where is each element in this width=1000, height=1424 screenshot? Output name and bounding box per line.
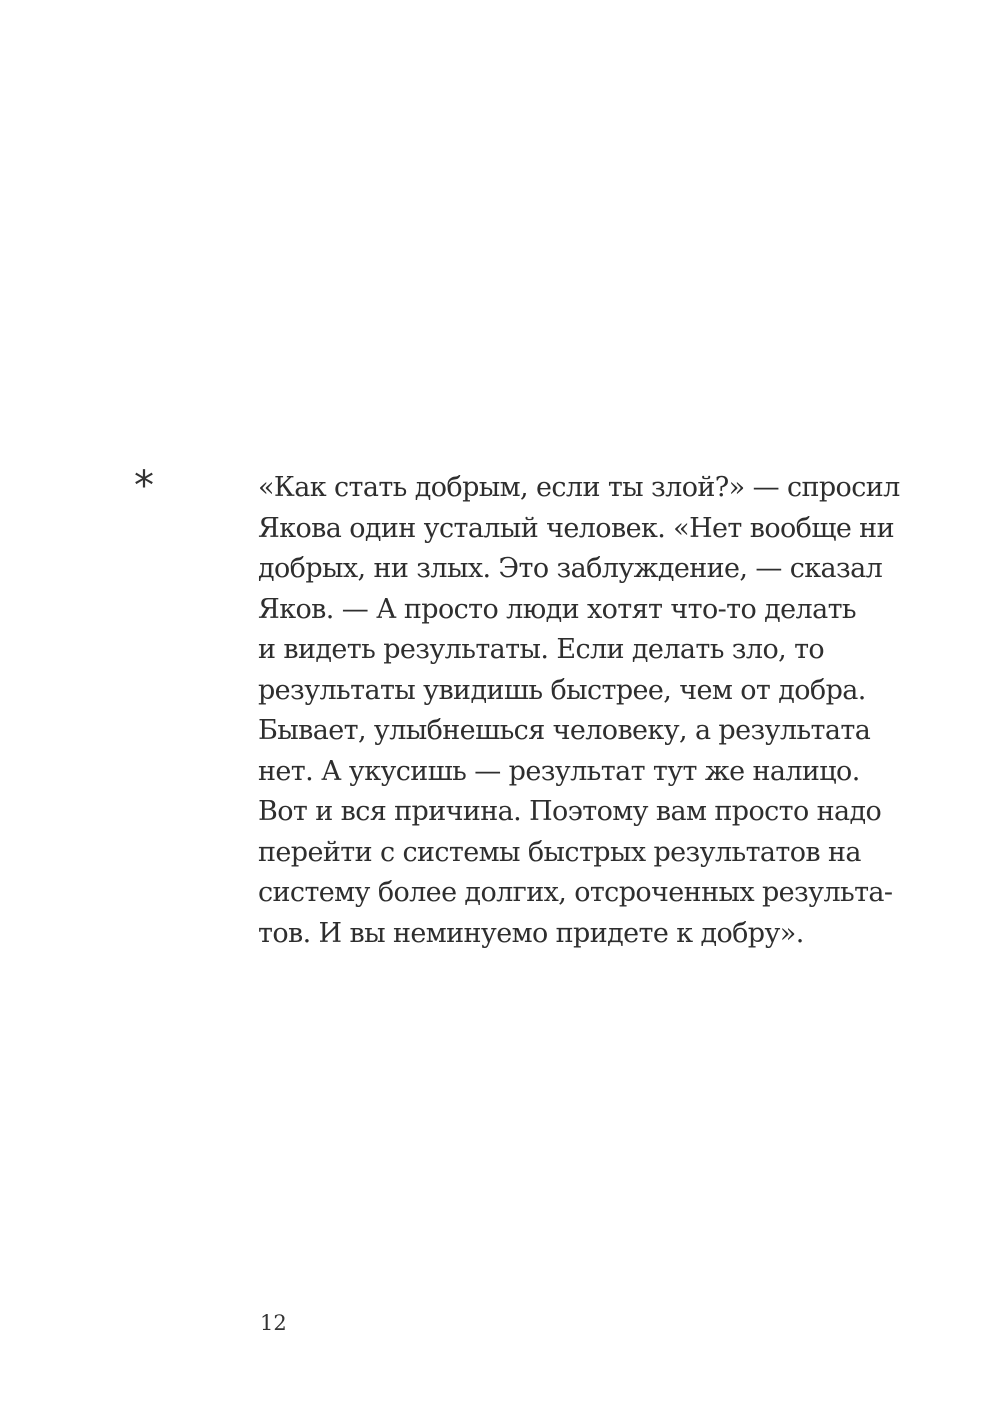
paragraph-line: Яков. — А просто люди хотят что-то делать bbox=[258, 593, 857, 625]
paragraph-line: перейти с системы быстрых результатов на bbox=[258, 836, 861, 868]
section-marker-asterisk: * bbox=[134, 463, 154, 509]
paragraph-line: «Как стать добрым, если ты злой?» — спросил bbox=[258, 472, 900, 503]
page-number: 12 bbox=[260, 1311, 287, 1335]
paragraph-line: добрых, ни злых. Это заблуждение, — сказал bbox=[258, 553, 883, 584]
paragraph-line: тов. И вы неминуемо придете к добру». bbox=[258, 917, 804, 949]
paragraph-line: систему более долгих, отсроченных результа- bbox=[258, 877, 893, 908]
paragraph-line: нет. А укусишь — результат тут же налицо. bbox=[258, 755, 860, 787]
paragraph-line: Вот и вся причина. Поэтому вам просто надо bbox=[258, 796, 882, 827]
paragraph-line: результаты увидишь быстрее, чем от добра. bbox=[258, 674, 866, 706]
paragraph-line: Якова один усталый человек. «Нет вообще ни bbox=[258, 512, 894, 544]
paragraph-line: Бывает, улыбнешься человеку, а результата bbox=[258, 715, 871, 746]
paragraph-line: и видеть результаты. Если делать зло, то bbox=[258, 634, 825, 665]
main-paragraph bbox=[258, 468, 898, 954]
